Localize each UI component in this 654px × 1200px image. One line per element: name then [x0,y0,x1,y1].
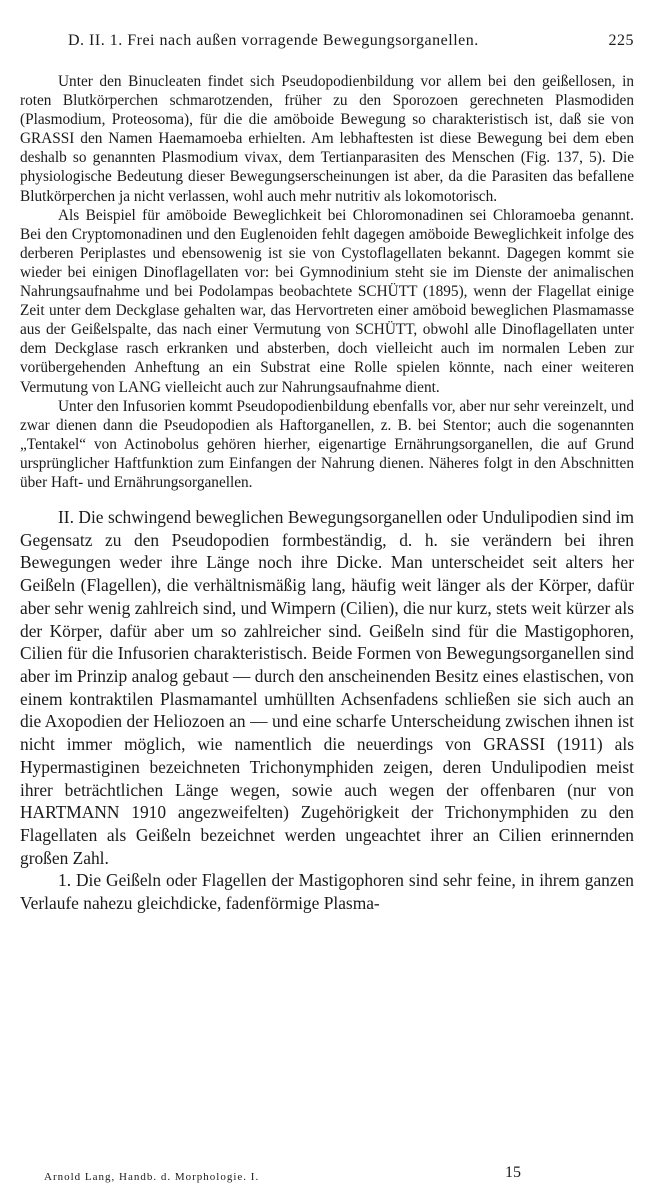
paragraph-chloromonadinen [20,206,634,397]
paragraph-text: Unter den Binucleaten findet sich Pseudopodienbildung vor allem bei den geißellosen, in roten Blutkörperchen schmarotzenden, früher zu den Sporozoen gerechneten Plasmodiden (Plasmodium, Proteosoma), für die die amöboide Bewegung so charakteristisch ist, daß sie von GRASSI den Namen Haemamoeba erhielten. Am lebhaftesten ist diese Bewegung bei dem eben deshalb so genannten Plasmodium vivax, dem Tertianparasiten des Menschen (Fig. 137, 5). Die physiologische Bedeutung dieser Bewegungserscheinungen ist aber, da die Parasiten das befallene Blutkörperchen ja nicht verlassen, wohl auch mehr nutritiv als lokomotorisch. [20,73,634,205]
subsection-text: 1. Die Geißeln oder Flagellen der Mastigophoren sind sehr feine, in ihrem ganzen Verlaufe nahezu gleichdicke, fadenförmige Plasma- [20,870,634,914]
running-head [68,32,634,52]
paragraph-text: Als Beispiel für amöboide Beweglichkeit bei Chloromonadinen sei Chloramoeba genannt. Bei den Cryptomonadinen und den Euglenoiden fehlt dagegen amöboide Beweglichkeit infolge des derberen Periplastes und ebensowenig ist sie von Cystoflagellaten bekannt. Dagegen kommt sie wieder bei einigen Dinoflagellaten vor: bei Gymnodinium steht sie im Dienste der animalischen Nahrungsaufnahme und bei Podolampas beobachtete SCHÜTT (1895), wenn der Flagellat einige Zeit unter dem Deckglase gehalten war, das Hervortreten einer amöboid beweglichen Plasmamasse aus der Geißelspalte, das nach einer Vermutung von SCHÜTT, obwohl alle Dinoflagellaten unter dem Deckglase rasch erkranken und absterben, doch vielleicht auch im normalen Leben zur vorübergehenden Anheftung an ein Substrat eine Rolle spielen könnte, nach einer weiteren Vermutung von LANG vielleicht auch zur Nahrungsaufnahme dient. [20,206,634,396]
signature-mark: 15 [505,1164,521,1181]
paragraph-infusorien [20,397,634,492]
running-head-title: D. II. 1. Frei nach außen vorragende Bewegungsorganellen. [68,32,479,49]
footer-book-title: Arnold Lang, Handb. d. Morphologie. I. [44,1171,260,1183]
page-number: 225 [608,32,634,49]
section-text: II. Die schwingend beweglichen Bewegungsorganellen oder Undulipodien sind im Gegensatz zu den Pseudopodien formbeständig, d. h. sie verändern bei ihren Bewegungen weder ihre Länge noch ihre Dicke. Man unterscheidet seit alters her Geißeln (Flagellen), die verhältnismäßig lang, häufig weit länger als der Körper, dafür aber sehr wenig zahlreich sind, und Wimpern (Cilien), die nur kurz, stets weit kürzer als der Körper, dafür aber um so zahlreicher sind. Geißeln sind für die Mastigophoren, Cilien für die Infusorien charakteristisch. Beide Formen von Bewegungsorganellen sind aber im Prinzip analog gebaut — durch den anscheinenden Besitz eines elastischen, von einem kontraktilen Plasmamantel umhüllten Achsenfadens schließen sie sich auch an die Axopodien der Heliozoen an — und eine scharfe Unterscheidung zwischen ihnen ist nicht immer möglich, wie namentlich die neuerdings von GRASSI (1911) als Hypermastiginen bezeichneten Trichonymphiden zeigen, deren Undulipodien meist ihrer beträchtlichen Länge wegen, sowie auch wegen der offenbaren (nur von HARTMANN 1910 angezweifelten) Zugehörigkeit der Trichonymphiden zu den Flagellaten als Geißeln bezeichnet werden ungeachtet ihrer an Cilien erinnernden großen Zahl. [20,507,634,868]
page-footer [20,1164,634,1188]
page-body [20,72,634,915]
paragraph-binucleaten [20,72,634,206]
paragraph-text: Unter den Infusorien kommt Pseudopodienbildung ebenfalls vor, aber nur sehr vereinzelt, und zwar dienen dann die Pseudopodien als Haftorganellen, z. B. bei Stentor; auch die sogenannten „Tentakel“ von Actinobolus gehören hierher, eigenartige Ernährungsorganellen, die auf Grund ursprünglicher Haftfunktion zum Einfangen der Nahrung dienen. Näheres folgt in den Abschnitten über Haft- und Ernährungsorganellen. [20,397,634,491]
subsection-geisseln [20,869,634,914]
section-undulipodien [20,506,634,869]
